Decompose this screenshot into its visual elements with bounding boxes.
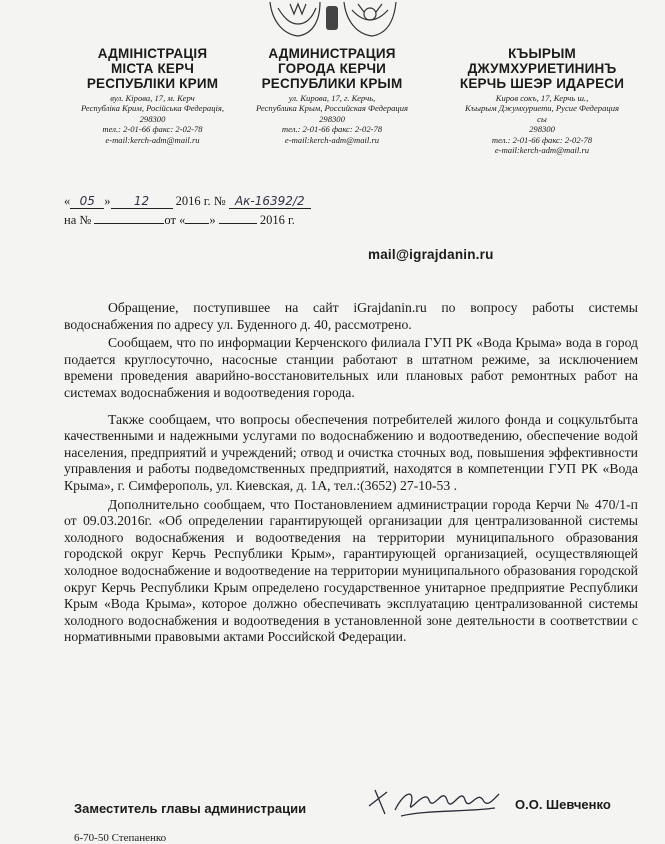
reference-date-label: от «	[164, 213, 186, 227]
address-line: ул. Кирова, 17, г. Керчь,	[288, 93, 376, 103]
address-line: Киров сокъ, 17, Керчь ш.,	[495, 93, 589, 103]
address-line: e-mail:kerch-adm@mail.ru	[284, 134, 380, 145]
address-line: Республика Крым, Российская Федерация	[255, 103, 409, 114]
incoming-reference	[64, 212, 295, 228]
registration-number: Ак-16392/2	[229, 194, 311, 209]
address-line: 298300	[319, 113, 345, 124]
handwritten-signature	[365, 770, 505, 830]
address-line: тел.: 2-01-66 факс: 2-02-78	[102, 124, 203, 135]
org-address-russian	[232, 93, 432, 145]
address-line: сы	[537, 113, 547, 124]
signatory-title: Заместитель главы администрации	[74, 801, 307, 816]
signatory-name: О.О. Шевченко	[515, 797, 611, 812]
org-name-ukrainian	[60, 46, 245, 91]
reference-year: 2016 г.	[259, 213, 295, 227]
org-name-line: АДМИНИСТРАЦИЯ	[268, 46, 396, 61]
header-crimean-tatar	[432, 46, 652, 155]
registration-year-number-label: 2016 г. №	[175, 194, 226, 208]
address-line: 298300	[529, 124, 555, 135]
quote-close: »	[104, 194, 111, 208]
reference-number-line	[94, 212, 164, 224]
org-address-crimean-tatar	[432, 93, 652, 155]
org-name-line: ДЖУМХУРИЕТИНИНЪ	[467, 61, 617, 76]
quote-close: »	[209, 213, 216, 227]
org-address-ukrainian	[60, 93, 245, 145]
address-line: вул. Кірова, 17, м. Керч	[110, 93, 195, 103]
address-line: 298300	[139, 113, 166, 124]
org-name-russian	[232, 46, 432, 91]
org-name-line: МІСТА КЕРЧ	[110, 61, 195, 76]
executor-contact: 6-70-50 Степаненко	[74, 832, 167, 844]
coat-of-arms-emblem	[260, 0, 405, 40]
body-paragraph: Также сообщаем, что вопросы обеспечения потребителей жилого фонда и соцкультбыта качественными и надежными услугами по водоснабжению и водоотведению, обеспечение водой населения, предприятий и учреждений; отвод и очистка сточных вод, повышения эффективности управления и работы подведомственных предприятий, находятся в компетенции ГУП РК «Вода Крыма», г. Симферополь, ул. Киевская, д. 1А, тел.:(3652) 27-10-53 .	[64, 411, 638, 493]
org-name-line: КЕРЧЬ ШЕЭР ИДАРЕСИ	[459, 76, 625, 91]
quote-open: «	[64, 194, 71, 208]
org-name-crimean-tatar	[432, 46, 652, 91]
org-name-line: ГОРОДА КЕРЧИ	[277, 61, 387, 76]
body-paragraph: Дополнительно сообщаем, что Постановлением администрации города Керчи № 470/1-п от 09.03.2016г. «Об определении гарантирующей организации для централизованной системы холодного водоснабжения и водоотведения на территории муниципального образования городской округ Керчь Республики Крым», гарантирующей организацией, осуществляющей холодное водоснабжение и водоотведение на территории муниципального образования городской округ Керчь Республики Крым определено государственное унитарное предприятие Республики Крым «Вода Крыма», которое должно обеспечивать эксплуатацию централизованной системы холодного водоснабжения и водоотведения в установленной зоне деятельности в соответствии с нормативными правовыми актами Российской Федерации.	[64, 496, 638, 645]
letter-body	[64, 300, 638, 648]
registration-day: 05	[70, 194, 104, 209]
org-name-line: АДМІНІСТРАЦІЯ	[97, 46, 208, 61]
reference-day-line	[185, 212, 209, 224]
org-name-line: РЕСПУБЛІКИ КРИМ	[86, 76, 219, 91]
reference-prefix: на №	[64, 213, 92, 227]
address-line: Къырым Джумхуриети, Русие Федерация	[465, 103, 619, 114]
registration-month: 12	[111, 194, 173, 209]
header-ukrainian	[60, 46, 245, 145]
address-line: тел.: 2-01-66 факс: 2-02-78	[281, 124, 383, 135]
org-name-line: РЕСПУБЛИКИ КРЫМ	[261, 76, 403, 91]
address-line: e-mail:kerch-adm@mail.ru	[105, 134, 200, 145]
crest-icon	[260, 0, 405, 40]
org-name-line: КЪЫРЫМ	[508, 46, 576, 61]
address-line: e-mail:kerch-adm@mail.ru	[494, 145, 590, 156]
body-paragraph: Обращение, поступившее на сайт iGrajdanin.ru по вопросу работы системы водоснабжения по адресу ул. Буденного д. 40, рассмотрено.	[64, 300, 638, 332]
address-line: Республіка Крим, Російська Федерація,	[80, 103, 225, 114]
reference-month-line	[219, 212, 257, 224]
address-line: тел.: 2-01-66 факс: 2-02-78	[491, 134, 593, 145]
recipient-email: mail@igrajdanin.ru	[368, 247, 494, 262]
body-paragraph: Сообщаем, что по информации Керченского филиала ГУП РК «Вода Крыма» вода в город подается круглосуточно, насосные станции работают в штатном режиме, за исключением времени проведения аварийно-восстановительных или плановых работ ремонтных работ на системах водоснабжения и водоотведения города.	[64, 335, 638, 400]
header-russian	[232, 46, 432, 145]
outgoing-registration	[64, 194, 311, 209]
